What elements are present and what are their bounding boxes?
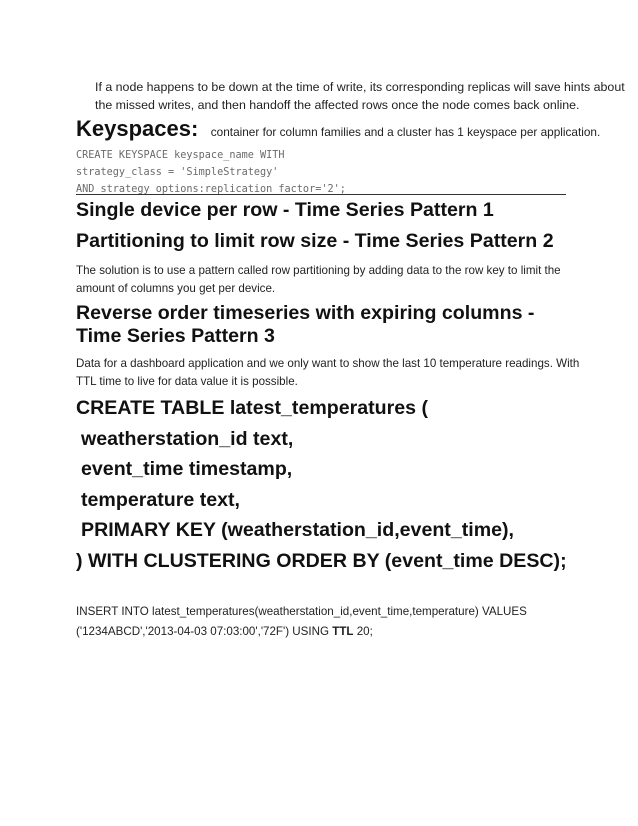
create-table-line-3: event_time timestamp,	[81, 458, 293, 480]
keyspace-code-block	[76, 147, 566, 198]
pattern-3-heading-line-2: Time Series Pattern 3	[76, 325, 275, 347]
create-table-line-5: PRIMARY KEY (weatherstation_id,event_time),	[81, 519, 514, 541]
insert-line-1: INSERT INTO latest_temperatures(weatherstation_id,event_time,temperature) VALUES	[76, 605, 527, 618]
keyspaces-section	[76, 116, 600, 142]
pattern-2-body-line-2: amount of columns you get per device.	[76, 282, 276, 295]
intro-line-1: If a node happens to be down at the time of write, its corresponding replicas will save hints about	[95, 80, 625, 94]
pattern-2-heading: Partitioning to limit row size - Time Series Pattern 2	[76, 230, 554, 252]
insert-ttl-value: 20;	[353, 625, 373, 638]
intro-paragraph	[95, 78, 625, 114]
create-table-line-2: weatherstation_id text,	[81, 427, 294, 450]
pattern-3-body	[76, 355, 580, 391]
create-table-line-6: ) WITH CLUSTERING ORDER BY (event_time DESC);	[76, 549, 567, 572]
code-line-1: CREATE KEYSPACE keyspace_name WITH	[76, 150, 285, 161]
pattern-3-heading	[76, 302, 534, 348]
pattern-3-heading-line-1: Reverse order timeseries with expiring columns -	[76, 302, 535, 324]
pattern-2-body	[76, 262, 576, 298]
create-table-statement	[76, 393, 576, 576]
insert-line-2	[76, 622, 576, 642]
pattern-3-body-line-2: TTL time to live for data value it is possible.	[76, 375, 298, 388]
intro-line-2: the missed writes, and then handoff the affected rows once the node comes back online.	[95, 98, 580, 112]
keyspaces-heading: Keyspaces:	[76, 116, 199, 141]
insert-statement	[76, 602, 576, 642]
pattern-2-body-line-1: The solution is to use a pattern called row partitioning by adding data to the row key to limit the	[76, 264, 561, 277]
insert-ttl-keyword: TTL	[332, 625, 354, 638]
pattern-1-heading: Single device per row - Time Series Pattern 1	[76, 199, 494, 221]
code-line-2: strategy_class = 'SimpleStrategy'	[76, 167, 279, 178]
create-table-line-4: temperature text,	[81, 488, 240, 511]
pattern-3-body-line-1: Data for a dashboard application and we only want to show the last 10 temperature readings. With	[76, 357, 580, 370]
create-table-line-1: CREATE TABLE latest_temperatures (	[76, 397, 429, 419]
code-line-3: AND strategy_options:replication_factor='2';	[76, 184, 346, 195]
keyspaces-description: container for column families and a cluster has 1 keyspace per application.	[210, 125, 601, 139]
insert-values: ('1234ABCD','2013-04-03 07:03:00','72F') USING	[76, 625, 333, 638]
horizontal-rule	[76, 194, 566, 195]
